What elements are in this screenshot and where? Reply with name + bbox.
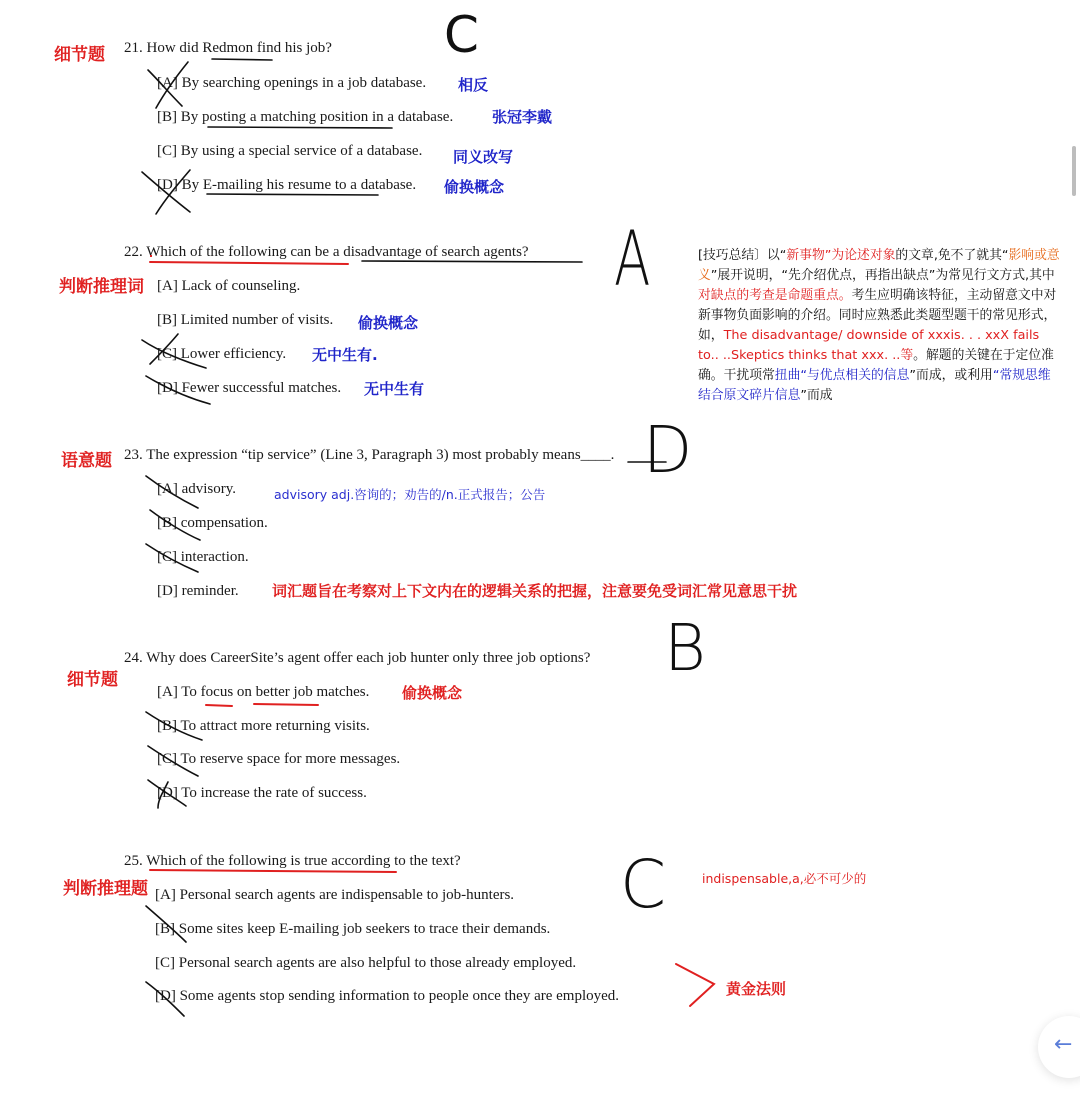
annotation-note: indispensable,a,必不可少的 (702, 871, 867, 886)
annotation-note: 张冠李戴 (492, 108, 553, 126)
option: [D] Fewer successful matches. (157, 380, 342, 396)
option: [A] Personal search agents are indispensable to job-hunters. (155, 887, 515, 903)
question-type-label: 判断推理题 (63, 879, 148, 899)
option: [A] By searching openings in a job database. (157, 75, 427, 91)
question-type-label: 语意题 (61, 451, 112, 471)
handwritten-answer: D (643, 414, 693, 488)
tip-summary-note: [技巧总结〕以“新事物”为论述对象的文章,免不了就其“影响或意义”展开说明，“先介绍优点，再指出缺点”为常见行文方式,其中对缺点的考查是命题重点。考生应明确该特征，主动留意文中对新事物负面影响的介绍。同时应熟悉此类题型题干的常见形式，如，The disadvantage/ downside of xxxis. . . xxX fails to.. ..Skeptics thinks that xxx. ..等。解题的关键在于定位准确。干扰项常扭曲“与优点相关的信息”而成，或利用“常规思维结合原文碎片信息”而成 (698, 248, 1060, 403)
option: [D] By E-mailing his resume to a database. (157, 177, 417, 193)
annotation-note: 偷换概念 (402, 684, 463, 702)
question-stem: 22. Which of the following can be a disadvantage of search agents? (124, 244, 529, 260)
option: [C] By using a special service of a database. (157, 143, 423, 159)
annotation-note: 偷换概念 (358, 314, 419, 332)
option: [D] Some agents stop sending information to people once they are employed. (155, 988, 620, 1004)
option: [D] To increase the rate of success. (157, 785, 367, 801)
annotation-note: 无中生有. (312, 346, 378, 364)
annotation-note: 同义改写 (453, 148, 514, 166)
back-button[interactable] (1038, 1016, 1080, 1078)
option: [C] To reserve space for more messages. (157, 751, 401, 767)
option: [C] Personal search agents are also helpful to those already employed. (155, 955, 577, 971)
annotation-note: advisory adj.咨询的；劝告的/n.正式报告；公告 (274, 487, 546, 502)
handwritten-answer: B (664, 612, 706, 686)
option: [C] Lower efficiency. (157, 346, 287, 362)
option: [B] compensation. (157, 515, 268, 531)
option: [D] reminder. (157, 583, 239, 599)
handwritten-answer: C (620, 846, 667, 923)
annotation-note: 相反 (458, 76, 489, 94)
annotation-note: 黄金法则 (726, 980, 787, 998)
option: [A] Lack of counseling. (157, 278, 301, 294)
annotation-note: 词汇题旨在考察对上下文内在的逻辑关系的把握，注意要免受词汇常见意思干扰 (272, 582, 798, 600)
option: [B] By posting a matching position in a database. (157, 109, 454, 125)
question-type-label: 判断推理词 (59, 277, 144, 297)
option: [C] interaction. (157, 549, 249, 565)
question-type-label: 细节题 (67, 670, 118, 690)
option: [A] advisory. (157, 481, 237, 497)
question-stem: 24. Why does CareerSite’s agent offer each job hunter only three job options? (124, 650, 591, 666)
question-type-label: 细节题 (54, 45, 105, 65)
option: [B] To attract more returning visits. (157, 718, 370, 734)
annotation-note: 偷换概念 (444, 178, 505, 196)
back-arrow-icon: ← (1054, 1032, 1073, 1057)
option: [B] Limited number of visits. (157, 312, 334, 328)
option: [B] Some sites keep E-mailing job seekers to trace their demands. (155, 921, 551, 937)
scrollbar-thumb[interactable] (1072, 146, 1076, 196)
option: [A] To focus on better job matches. (157, 684, 370, 700)
annotation-note: 无中生有 (364, 380, 425, 398)
handwritten-answer: C (444, 6, 479, 64)
question-stem: 21. How did Redmon find his job? (124, 40, 332, 56)
handwritten-answer: A (614, 214, 651, 303)
question-stem: 23. The expression “tip service” (Line 3, Paragraph 3) most probably means____. (124, 447, 615, 463)
question-stem: 25. Which of the following is true according to the text? (124, 853, 461, 869)
